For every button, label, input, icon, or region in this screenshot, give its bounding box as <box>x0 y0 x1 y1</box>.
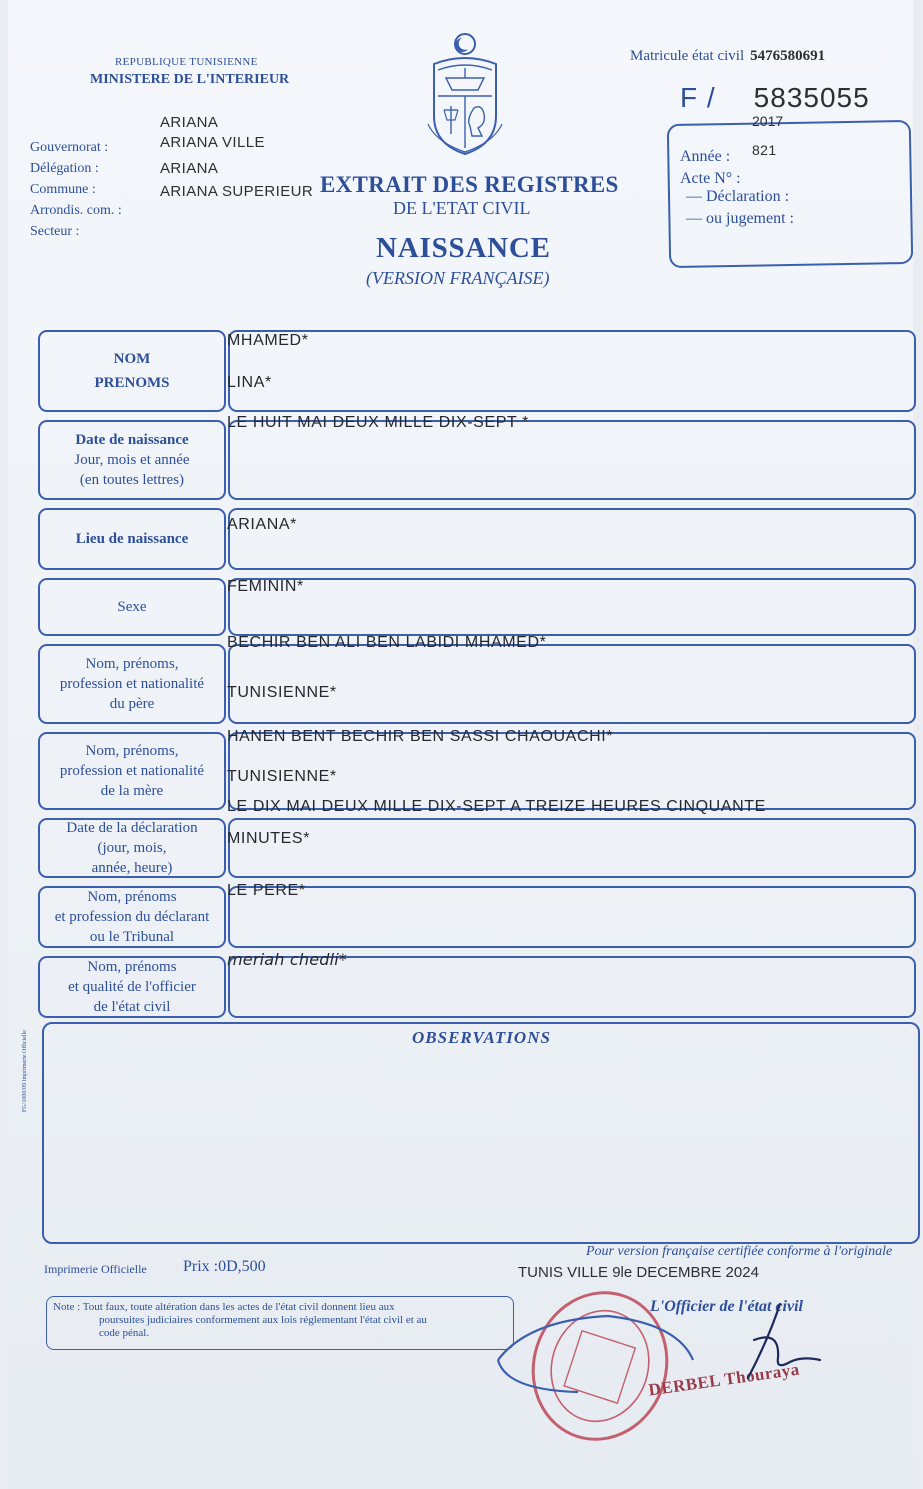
arrondissement-label: Arrondis. com. : <box>30 203 122 218</box>
extrait-title: EXTRAIT DES REGISTRES <box>320 172 619 197</box>
nom-prenoms-value-cell <box>228 330 916 412</box>
signature-icon <box>720 1300 830 1390</box>
row-date-naissance <box>38 414 916 500</box>
pere-label-cell <box>38 644 226 724</box>
pere-label-1: Nom, prénoms, <box>85 656 179 672</box>
prenoms-label: PRENOMS <box>94 375 170 391</box>
nom-value: MHAMED* <box>227 332 309 349</box>
declarant-value-cell <box>228 886 916 948</box>
date-declaration-label-3: année, heure) <box>91 860 173 876</box>
note-line-1: Note : Tout faux, toute altération dans les actes de l'état civil donnent lieu aux <box>53 1301 395 1313</box>
sexe-label-cell <box>38 578 226 636</box>
lieu-naissance-label-cell <box>38 508 226 570</box>
officier-label-cell <box>38 956 226 1018</box>
delegation-label: Délégation : <box>30 161 99 176</box>
declarant-label-3: ou le Tribunal <box>89 929 175 945</box>
f-prefix: F / <box>680 82 716 113</box>
annee-label: Année : <box>680 148 731 165</box>
acte-no-label: Acte N° : <box>680 170 741 187</box>
matricule-value: 5476580691 <box>750 48 826 64</box>
commune-value: ARIANA SUPERIEUR <box>160 183 314 200</box>
delegation-value: ARIANA <box>160 160 219 177</box>
gouvernorat-value-top: ARIANA <box>160 114 219 131</box>
pere-label-2: profession et nationalité <box>59 676 205 692</box>
matricule-line <box>630 48 825 65</box>
lieu-naissance-value: ARIANA* <box>227 516 297 533</box>
date-declaration-label-cell <box>38 818 226 878</box>
note-line-3: code pénal. <box>99 1327 150 1339</box>
declaration-label: — Déclaration : <box>686 188 790 205</box>
pour-version-certifiee: Pour version française certifiée conforme à l'originale <box>586 1244 893 1259</box>
gouvernorat-value: ARIANA VILLE <box>160 134 265 151</box>
mere-label-1: Nom, prénoms, <box>85 743 179 759</box>
row-declarant <box>38 882 916 948</box>
officier-label-2: et qualité de l'officier <box>68 979 196 995</box>
row-officier <box>38 950 916 1018</box>
date-naissance-label-cell <box>38 420 226 500</box>
year-value: 2017 <box>752 113 784 129</box>
note-line-2: poursuites judiciaires conformement aux lois réglementant l'état civil et au <box>99 1314 427 1326</box>
date-declaration-value-2: MINUTES* <box>227 830 311 847</box>
nom-prenoms-label-cell <box>38 330 226 412</box>
pere-nationalite-value: TUNISIENNE* <box>227 684 337 701</box>
prix-label: Prix :0D,500 <box>183 1258 266 1275</box>
date-naissance-label-1: Date de naissance <box>75 432 189 448</box>
f-number-line <box>680 82 870 114</box>
ministere-label: MINISTERE DE L'INTERIEUR <box>90 72 290 87</box>
version-francaise-subtitle: (VERSION FRANÇAISE) <box>366 268 550 288</box>
row-sexe <box>38 578 916 636</box>
mere-label-3: de la mère <box>100 783 164 799</box>
nom-label: NOM <box>113 351 151 367</box>
declarant-label-1: Nom, prénoms <box>87 889 177 905</box>
sexe-value-cell <box>228 578 916 636</box>
pere-label-3: du père <box>109 696 155 712</box>
etat-civil-subtitle: DE L'ETAT CIVIL <box>393 198 531 218</box>
date-declaration-label-2: (jour, mois, <box>97 840 167 856</box>
f-number: 5835055 <box>753 82 870 113</box>
mere-nationalite-value: TUNISIENNE* <box>227 768 337 785</box>
row-nom-prenoms <box>38 330 916 412</box>
date-naissance-value-cell <box>228 420 916 500</box>
row-date-declaration <box>38 798 916 878</box>
mere-label-2: profession et nationalité <box>59 763 205 779</box>
mere-value: HANEN BENT BECHIR BEN SASSI CHAOUACHI* <box>227 728 614 745</box>
imprimerie-label: Imprimerie Officielle <box>44 1262 147 1276</box>
date-declaration-label-1: Date de la déclaration <box>66 820 198 836</box>
officier-label-1: Nom, prénoms <box>87 959 177 975</box>
jugement-label: — ou jugement : <box>686 210 794 227</box>
printer-reference-vertical: FG/1000/09 Imprimerie Officielle <box>22 1030 28 1112</box>
republique-label: REPUBLIQUE TUNISIENNE <box>115 56 258 68</box>
lieu-naissance-label: Lieu de naissance <box>75 531 189 547</box>
date-naissance-value: LE HUIT MAI DEUX MILLE DIX-SEPT * <box>227 414 529 431</box>
date-naissance-label-2: Jour, mois et année <box>74 452 190 468</box>
lieu-naissance-value-cell <box>228 508 916 570</box>
pere-value: BECHIR BEN ALI BEN LABIDI MHAMED* <box>227 634 547 651</box>
gouvernorat-label: Gouvernorat : <box>30 140 109 155</box>
prenoms-value: LINA* <box>227 374 272 391</box>
acte-no-value: 821 <box>752 142 777 158</box>
observations-title: OBSERVATIONS <box>412 1028 551 1047</box>
declarant-label-2: et profession du déclarant <box>54 909 210 925</box>
declarant-label-cell <box>38 886 226 948</box>
lieu-date-signature: TUNIS VILLE 9le DECEMBRE 2024 <box>518 1264 759 1281</box>
officier-label-3: de l'état civil <box>93 999 171 1015</box>
sexe-value: FEMININ* <box>227 578 304 595</box>
tunisia-emblem-icon <box>424 30 506 158</box>
mere-label-cell <box>38 732 226 810</box>
document-paper <box>8 0 913 1489</box>
municipal-stamp-icon <box>488 1280 698 1460</box>
note-box <box>46 1296 514 1350</box>
date-declaration-value-cell <box>228 818 916 878</box>
declarant-value: LE PERE* <box>227 882 306 899</box>
row-lieu-naissance <box>38 508 916 570</box>
stamp-officer-name: DERBEL Thouraya <box>647 1359 801 1400</box>
date-declaration-value-1: LE DIX MAI DEUX MILLE DIX-SEPT A TREIZE HEURES CINQUANTE <box>227 798 766 815</box>
observations-box <box>42 1022 920 1244</box>
sexe-label: Sexe <box>117 599 147 615</box>
officier-value: meriah chedli* <box>227 950 348 969</box>
matricule-label: Matricule état civil <box>630 48 745 64</box>
secteur-label: Secteur : <box>30 224 80 239</box>
row-pere <box>38 634 916 724</box>
naissance-title: NAISSANCE <box>376 232 551 264</box>
date-naissance-label-3: (en toutes lettres) <box>79 472 185 488</box>
commune-label: Commune : <box>30 182 96 197</box>
officier-etat-civil-title: L'Officier de l'état civil <box>650 1298 803 1315</box>
